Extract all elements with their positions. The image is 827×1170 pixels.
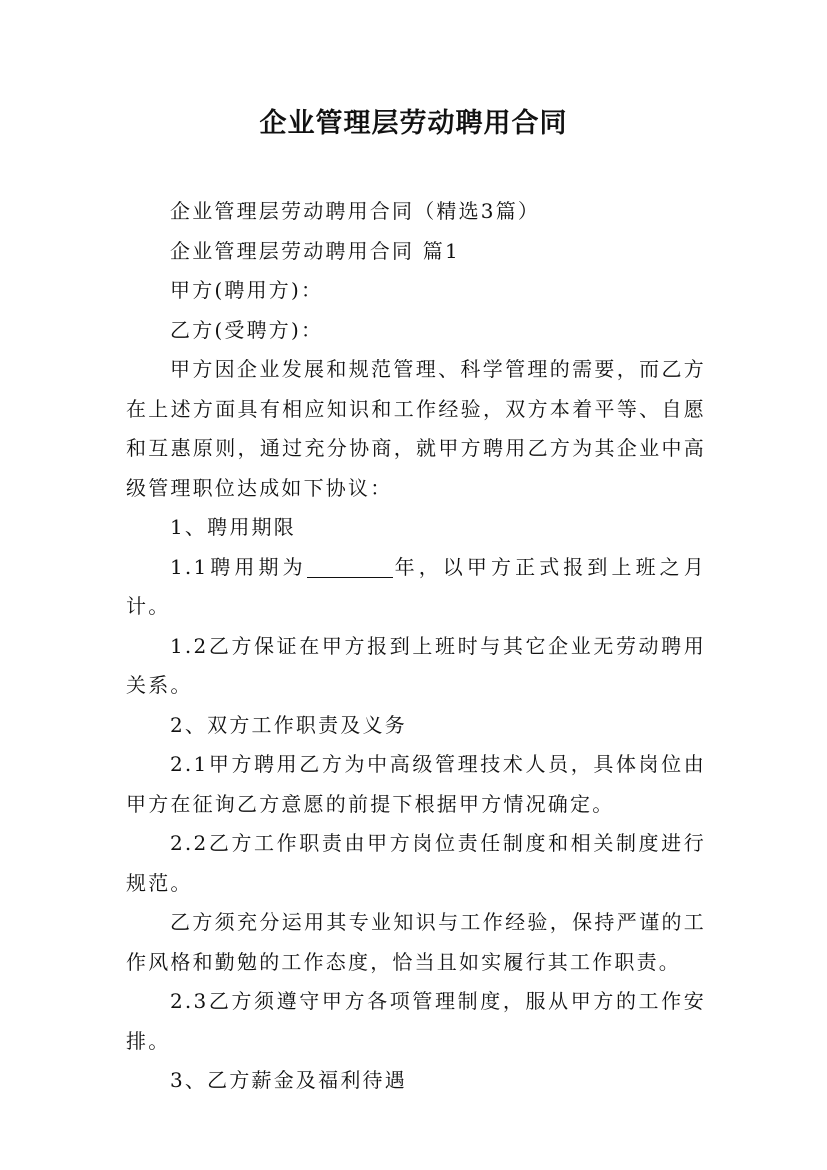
document-body (126, 192, 706, 1101)
paragraph-clause-1-1 (126, 548, 706, 627)
paragraph-clause-3: 3、乙方薪金及福利待遇 (170, 1068, 407, 1092)
paragraph-subtitle: 企业管理层劳动聘用合同（精选3篇） (170, 199, 541, 223)
paragraph-party-a: 甲方(聘用方)： (170, 278, 324, 302)
paragraph-clause-2-2: 2.2乙方工作职责由甲方岗位责任制度和相关制度进行规范。 (126, 831, 706, 895)
paragraph-clause-1-2: 1.2乙方保证在甲方报到上班时与其它企业无劳动聘用关系。 (126, 633, 706, 697)
paragraph-clause-2: 2、双方工作职责及义务 (170, 712, 407, 737)
document-title: 企业管理层劳动聘用合同 (259, 108, 568, 139)
term-blank-line (307, 555, 393, 578)
paragraph-party-b: 乙方(受聘方)： (170, 317, 324, 342)
clause-1-1-suffix: 年，以甲方正式报到上班之月计。 (126, 554, 706, 618)
paragraph-clause-1: 1、聘用期限 (170, 515, 296, 539)
paragraph-clause-2-3: 2.3乙方须遵守甲方各项管理制度，服从甲方的工作安排。 (126, 989, 706, 1053)
paragraph-section-heading: 企业管理层劳动聘用合同 篇1 (170, 238, 460, 263)
paragraph-preamble: 甲方因企业发展和规范管理、科学管理的需要，而乙方在上述方面具有相应知识和工作经验，双方本着平等、自愿和互惠原则，通过充分协商，就甲方聘用乙方为其企业中高级管理职位达成如下协议： (126, 357, 706, 500)
clause-1-1-prefix: 1.1聘用期为 (170, 554, 307, 579)
paragraph-clause-2-2-detail: 乙方须充分运用其专业知识与工作经验，保持严谨的工作风格和勤勉的工作态度，恰当且如实履行其工作职责。 (126, 910, 706, 974)
paragraph-clause-2-1: 2.1甲方聘用乙方为中高级管理技术人员，具体岗位由甲方在征询乙方意愿的前提下根据甲方情况确定。 (126, 752, 706, 816)
